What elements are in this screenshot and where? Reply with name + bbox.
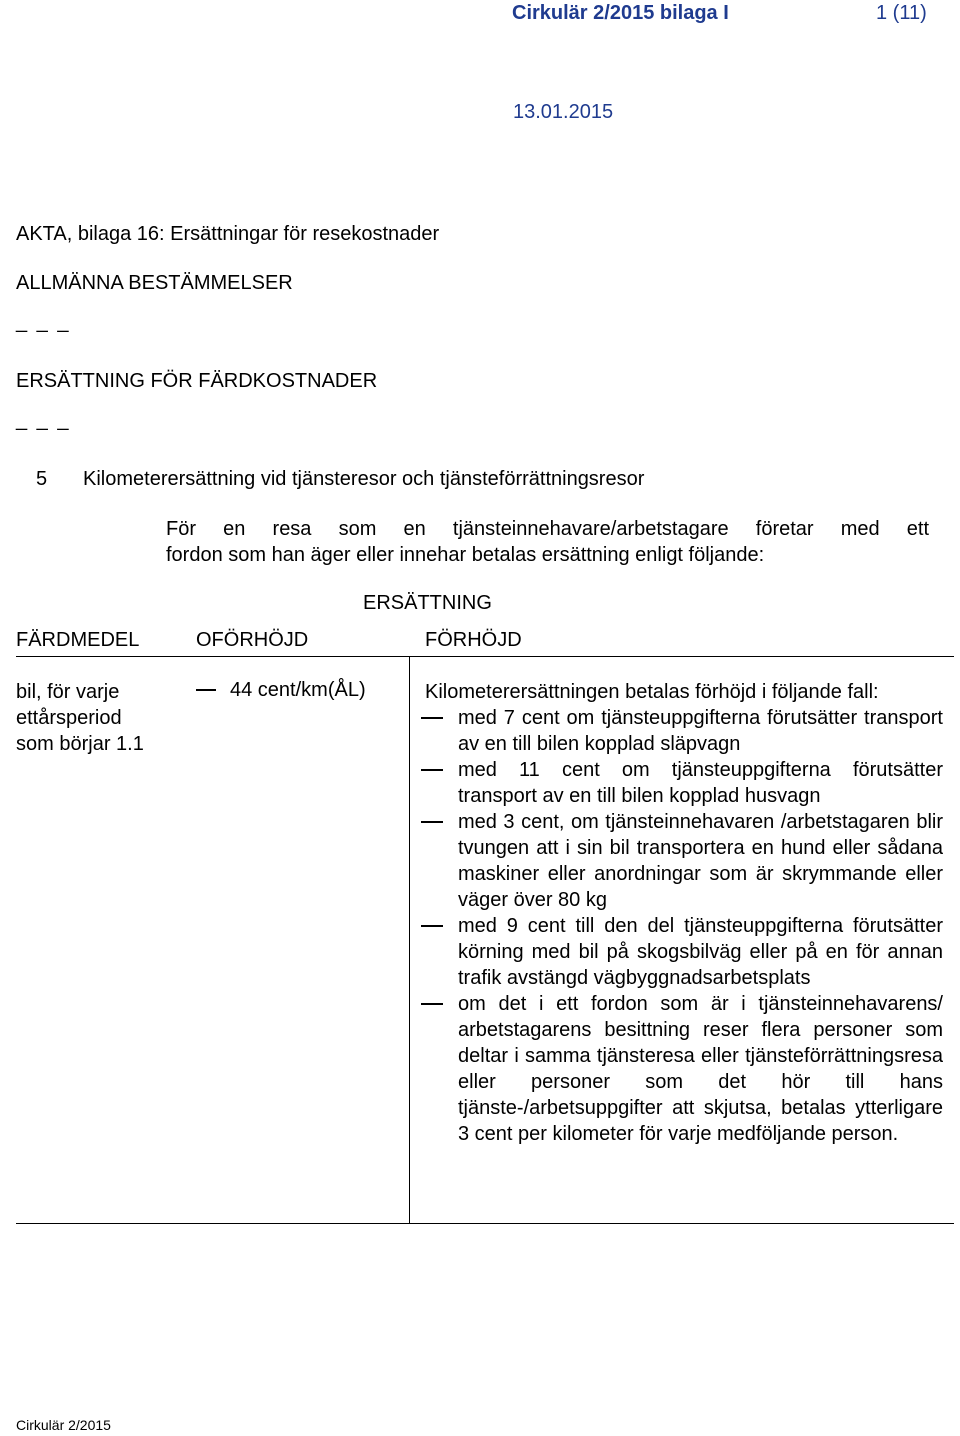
page-number: 1 (11) <box>876 2 927 24</box>
table-header-rule <box>16 656 954 657</box>
dash-bullet <box>421 769 443 771</box>
separator: _ _ _ <box>16 311 71 333</box>
dash-bullet <box>421 717 443 719</box>
section-title: Kilometerersättning vid tjänsteresor och tjänsteförrättningsresor <box>83 468 645 490</box>
column-header-base-rate: OFÖRHÖJD <box>196 629 309 651</box>
separator: _ _ _ <box>16 409 71 431</box>
main-heading: AKTA, bilaga 16: Ersättningar för resekostnader <box>16 223 440 245</box>
raised-rate-item <box>425 705 943 757</box>
dash-bullet <box>196 689 216 691</box>
document-date: 13.01.2015 <box>513 101 614 123</box>
table-bottom-rule <box>16 1223 954 1224</box>
raised-rate-lead: Kilometerersättningen betalas förhöjd i följande fall: <box>425 681 879 703</box>
section-heading-general: ALLMÄNNA BESTÄMMELSER <box>16 272 293 294</box>
section-number: 5 <box>36 468 48 490</box>
raised-rate-item-text: med 9 cent till den del tjänsteuppgifterna förutsätter körning med bil på skogsbilväg eller på en för annan trafik avstängd vägbyggnadsarbetsplats <box>458 915 943 989</box>
column-divider <box>409 657 410 1224</box>
column-header-vehicle: FÄRDMEDEL <box>16 629 140 651</box>
base-rate-amount: 44 <box>230 679 253 701</box>
dash-bullet <box>421 925 443 927</box>
raised-rate-item <box>425 991 943 1147</box>
footer-text: Cirkulär 2/2015 <box>16 1417 111 1433</box>
raised-rate-item <box>425 757 943 809</box>
raised-rate-cell <box>425 679 943 1147</box>
table-group-header: ERSÄTTNING <box>363 592 492 614</box>
section-heading-travel-costs: ERSÄTTNING FÖR FÄRDKOSTNADER <box>16 370 378 392</box>
base-rate-unit: cent/km(ÅL) <box>252 679 366 701</box>
document-header-title: Cirkulär 2/2015 bilaga I <box>512 2 729 24</box>
raised-rate-item-text: med 11 cent om tjänsteuppgifterna förutsätter transport av en till bilen kopplad husvagn <box>458 759 943 807</box>
raised-rate-item <box>425 913 943 991</box>
dash-bullet <box>421 821 443 823</box>
vehicle-label: som börjar 1.1 <box>16 733 144 755</box>
raised-rate-item-text: om det i ett fordon som är i tjänsteinnehavarens/ arbetstagarens besittning reser flera personer som deltar i samma tjänsteresa eller tjänsteförrättningsresa eller personer som det hör till hans tjänste-/arbetsuppgifter att skjutsa, betalas ytterligare 3 cent per kilometer för varje medföljande person. <box>458 993 943 1145</box>
base-rate-cell <box>196 679 366 702</box>
raised-rate-item <box>425 809 943 913</box>
intro-line: fordon som han äger eller innehar betalas ersättning enligt följande: <box>166 544 765 566</box>
intro-paragraph <box>166 516 929 568</box>
dash-bullet <box>421 1003 443 1005</box>
raised-rate-item-text: med 7 cent om tjänsteuppgifterna förutsätter transport av en till bilen kopplad släpvagn <box>458 707 943 755</box>
vehicle-label: bil, för varje <box>16 681 120 703</box>
raised-rate-item-text: med 3 cent, om tjänsteinnehavaren /arbetstagaren blir tvungen att i sin bil transportera en hund eller sådana maskiner eller anordningar som är skrymmande eller väger över 80 kg <box>458 811 943 911</box>
column-header-raised-rate: FÖRHÖJD <box>425 629 522 651</box>
vehicle-label: ettårsperiod <box>16 707 122 729</box>
vehicle-cell <box>16 679 144 757</box>
intro-line: För en resa som en tjänsteinnehavare/arbetstagare företar med ett <box>166 518 929 540</box>
